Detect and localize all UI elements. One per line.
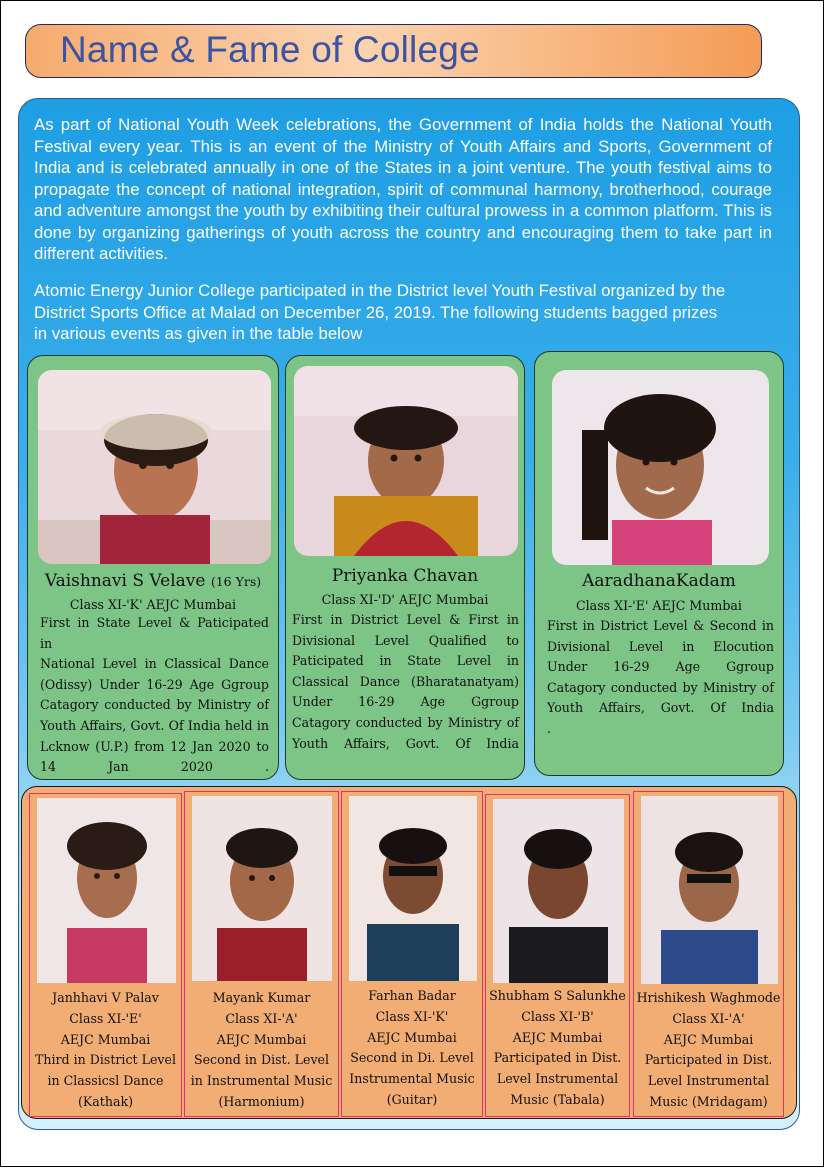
intro-paragraph-1: As part of National Youth Week celebrations, the Government of India holds the National Youth Festival every year. This is an event of the Ministry of Youth Affairs and Sports, Government of India and is celebrated annually in one of the States in a joint venture. The youth festival aims to propagate the concept of national integration, spirit of communal harmony, brotherhood, courage and adventure amongst the youth by exhibiting their cultural prowess in a common platform. This is done by organizing gatherings of youth across the country and encouraging them to take part in different activities. xyxy=(34,115,772,263)
intro-paragraph-2: Atomic Energy Junior College participated in the District level Youth Festival organized by the District Sports Office at Malad on December 26, 2019. The following students bagged prizes in various events as given in the table below xyxy=(34,281,726,343)
student-details: Hrishikesh Waghmode Class XI-'A' AEJC Mumbai Participated in Dist. Level Instrumental Music (Mridagam) xyxy=(636,990,781,1109)
student-card-farhan xyxy=(341,791,483,1117)
student-photo-icon xyxy=(38,370,271,564)
student-photo-icon xyxy=(349,796,477,981)
student-photo-icon xyxy=(641,796,778,984)
header-banner xyxy=(25,24,762,78)
featured-description: First in District Level & First in Divisional Level Qualified to Paticipated in State Level in Classical Dance (Bharatanatyam) Under 16-29 Age Ggroup Catagory conducted by Ministry of Youth Affairs, Govt. Of India xyxy=(292,612,519,751)
student-details: Mayank Kumar Class XI-'A' AEJC Mumbai Second in Dist. Level in Instrumental Music (Harmonium) xyxy=(190,990,333,1109)
student-photo-icon xyxy=(192,796,332,981)
featured-description: First in State Level & Paticipated in National Level in Classical Dance (Odissy) Under 16-29 Age Ggroup Catagory conducted by Ministry of Youth Affairs, Govt. Of India held in Lcknow (U.P.) from 12 Jan 2020 to 14 Jan 2020 . xyxy=(40,615,269,775)
student-photo-icon xyxy=(294,366,518,556)
featured-card-aaradhana xyxy=(534,351,784,776)
featured-card-vaishnavi xyxy=(27,355,279,780)
student-details: Shubham S Salunkhe Class XI-'B' AEJC Mumbai Participated in Dist. Level Instrumental Music (Tabala) xyxy=(489,988,626,1107)
student-photo-icon xyxy=(552,370,769,565)
student-card-hrishikesh xyxy=(633,791,784,1117)
featured-class: Class XI-'K' AEJC Mumbai xyxy=(69,597,237,612)
student-photo-icon xyxy=(493,799,624,983)
student-photo-icon xyxy=(37,798,176,983)
student-card-shubham xyxy=(485,794,630,1117)
student-card-janhhavi xyxy=(29,793,182,1117)
featured-name: Vaishnavi S Velave (16 Yrs) xyxy=(44,571,262,591)
featured-class: Class XI-'D' AEJC Mumbai xyxy=(321,592,489,607)
student-card-mayank xyxy=(184,791,339,1117)
featured-name: AaradhanaKadam xyxy=(582,571,736,591)
student-details: Farhan Badar Class XI-'K' AEJC Mumbai Second in Di. Level Instrumental Music (Guitar) xyxy=(349,988,475,1107)
featured-card-priyanka xyxy=(285,355,525,780)
student-details: Janhhavi V Palav Class XI-'E' AEJC Mumbai Third in District Level in Classicsl Dance (Kathak) xyxy=(35,990,176,1109)
featured-description: First in District Level & Second in Divisional Level in Elocution Under 16-29 Age Ggroup Catagory conducted by Ministry of Youth Affairs, Govt. Of India . xyxy=(547,618,774,736)
featured-name: Priyanka Chavan xyxy=(331,566,479,586)
featured-class: Class XI-'E' AEJC Mumbai xyxy=(576,598,742,613)
page-title: Name & Fame of College xyxy=(60,29,480,70)
